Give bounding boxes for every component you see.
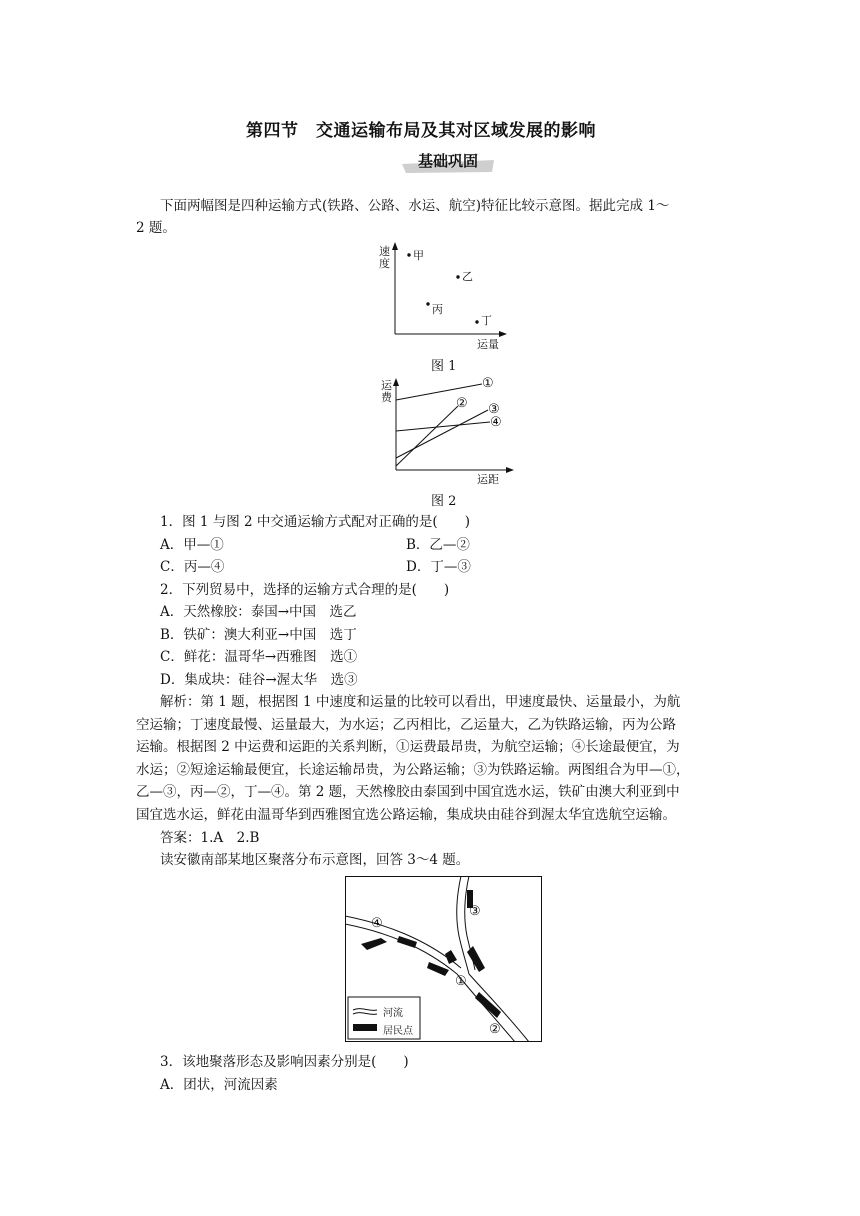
point-jia [407, 253, 410, 256]
map-label-1: ① [455, 974, 467, 989]
q1-option-b: B．乙—② [406, 537, 470, 553]
analysis-line-2: 空运输；丁速度最慢、运量最大，为水运；乙丙相比，乙运量大，乙为铁路运输，丙为公路 [136, 717, 676, 733]
q1-option-d: D．丁—③ [406, 559, 471, 575]
answer: 答案：1.A 2.B [160, 830, 260, 846]
analysis-line-6: 国宜选水运，鲜花由温哥华到西雅图宜选公路运输，集成块由硅谷到渥太华宜选航空运输。 [136, 807, 676, 823]
line-2 [396, 406, 458, 466]
line-3 [396, 410, 488, 458]
page-title: 第四节 交通运输布局及其对区域发展的影响 [246, 121, 596, 141]
map-label-4: ④ [371, 916, 383, 931]
fig1-y-label: 速度 [379, 245, 390, 270]
q2-option-b: B．铁矿：澳大利亚→中国 选丁 [160, 627, 357, 643]
fig2-caption: 图 2 [431, 494, 457, 509]
q2-option-d: D．集成块：硅谷→渥太华 选③ [160, 672, 358, 688]
analysis-line-1: 解析：第 1 题，根据图 1 中速度和运量的比较可以看出，甲速度最快、运量最小，为航 [160, 694, 681, 710]
label-line-3: ③ [488, 402, 500, 417]
point-yi [456, 275, 459, 278]
legend-settlement-label: 居民点 [383, 1026, 413, 1037]
q2-option-c: C．鲜花：温哥华→西雅图 选① [160, 649, 358, 665]
analysis-line-4: 水运；②短途运输最便宜，长途运输昂贵，为公路运输；③为铁路运输。两图组合为甲—①， [136, 762, 690, 778]
label-line-1: ① [482, 376, 494, 391]
q2-option-a: A．天然橡胶：泰国→中国 选乙 [160, 604, 357, 620]
analysis-line-3: 运输。根据图 2 中运费和运距的关系判断，①运费最昂贵，为航空运输；④长途最便宜，为 [136, 739, 680, 755]
figure-2-lines [378, 374, 518, 486]
settlement-map [345, 876, 542, 1042]
q1-option-c: C．丙—④ [160, 559, 225, 575]
figure-1-scatter [375, 240, 515, 352]
fig2-y-label: 运费 [381, 379, 392, 404]
fig1-caption: 图 1 [431, 359, 457, 374]
label-yi: 乙 [462, 270, 473, 283]
fig2-x-label: 运距 [477, 473, 499, 486]
q3-option-a: A．团状，河流因素 [160, 1077, 278, 1093]
section-banner-label: 基础巩固 [417, 152, 478, 170]
analysis-line-5: 乙—③，丙—②，丁—④。第 2 题，天然橡胶由泰国到中国宜选水运，铁矿由澳大利亚到中 [136, 784, 680, 800]
legend-river-label: 河流 [383, 1008, 403, 1019]
fig1-x-label: 运量 [477, 338, 499, 351]
intro-line-1: 下面两幅图是四种运输方式(铁路、公路、水运、航空)特征比较示意图。据此完成 1～ [160, 198, 670, 214]
section-banner [396, 148, 500, 174]
q1-option-a: A．甲—① [160, 537, 224, 553]
point-ding [475, 320, 478, 323]
label-line-4: ④ [490, 415, 502, 430]
q3-stem: 3．该地聚落形态及影响因素分别是( ) [160, 1054, 409, 1070]
q1-stem: 1．图 1 与图 2 中交通运输方式配对正确的是( ) [160, 514, 470, 530]
line-4 [396, 422, 490, 431]
line-1 [396, 384, 482, 400]
point-bing [426, 302, 429, 305]
label-bing: 丙 [432, 303, 443, 316]
intro-2: 读安徽南部某地区聚落分布示意图，回答 3～4 题。 [160, 852, 470, 868]
intro-line-2: 2 题。 [136, 220, 176, 236]
q2-stem: 2．下列贸易中，选择的运输方式合理的是( ) [160, 582, 450, 598]
label-ding: 丁 [481, 314, 492, 327]
map-label-2: ② [489, 1022, 501, 1037]
map-label-3: ③ [469, 904, 481, 919]
label-jia: 甲 [413, 249, 424, 262]
label-line-2: ② [456, 396, 468, 411]
